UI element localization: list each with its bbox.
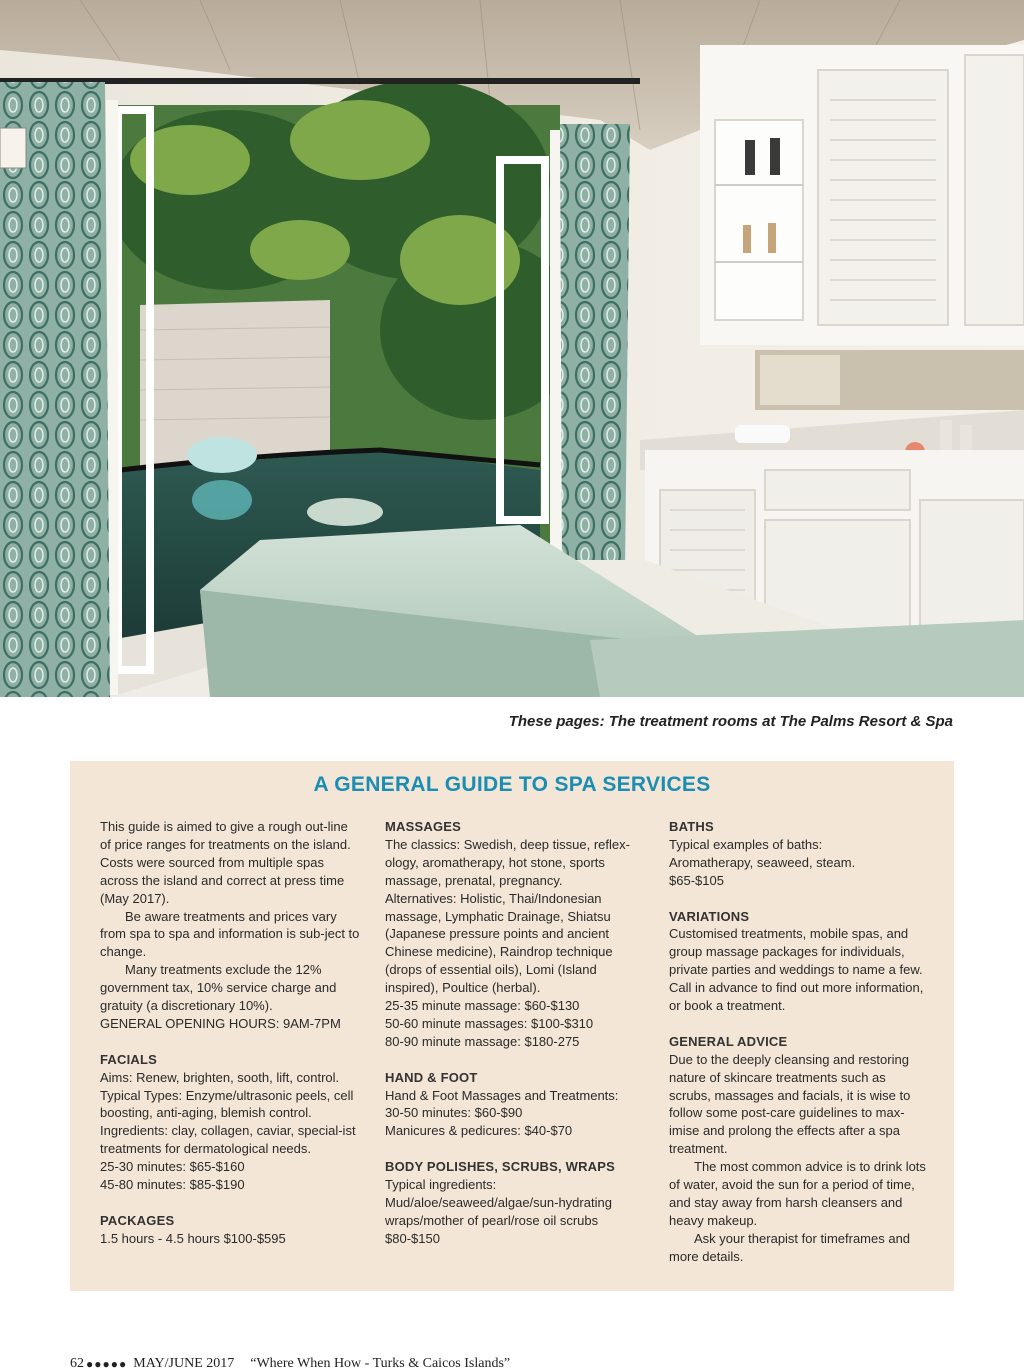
massages-line: 80-90 minute massage: $180-275 <box>385 1033 580 1049</box>
guide-column-3 <box>669 818 931 1266</box>
baths-line: Typical examples of baths: <box>669 836 823 852</box>
photo-caption: These pages: The treatment rooms at The Palms Resort & Spa <box>508 713 953 730</box>
variations-heading: VARIATIONS <box>669 908 750 924</box>
page-footer <box>70 1356 510 1370</box>
baths-heading: BATHS <box>669 819 714 834</box>
massages-line: 25-35 minute massage: $60-$130 <box>385 998 580 1014</box>
guide-column-2 <box>385 818 647 1248</box>
massages-heading: MASSAGES <box>385 819 462 834</box>
opening-hours: GENERAL OPENING HOURS: 9AM-7PM <box>100 1015 341 1031</box>
variations-line: Customised treatments, mobile spas, and group massage packages for individuals, private parties and weddings to name a few. Call in advance to find out more information, or book a treatment. <box>669 926 924 1014</box>
massages-line: The classics: Swedish, deep tissue, reflex-ology, aromatherapy, hot stone, sports massage, prenatal, pregnancy. <box>385 836 630 888</box>
body-treatments-line: Typical ingredients: Mud/aloe/seaweed/algae/sun-hydrating wraps/mother of pearl/rose oil scrubs <box>385 1177 612 1228</box>
hand-foot-line: Hand & Foot Massages and Treatments: <box>385 1087 619 1103</box>
hand-foot-line: Manicures & pedicures: $40-$70 <box>385 1123 573 1139</box>
guide-column-1 <box>100 818 362 1248</box>
facials-line: Aims: Renew, brighten, sooth, lift, control. <box>100 1069 340 1085</box>
hand-foot-line: 30-50 minutes: $60-$90 <box>385 1105 523 1121</box>
facials-line: Typical Types: Enzyme/ultrasonic peels, cell boosting, anti-aging, blemish control. <box>100 1087 354 1121</box>
body-treatments-line: $80-$150 <box>385 1230 440 1246</box>
hand-foot-heading: HAND & FOOT <box>385 1069 478 1085</box>
advice-line: Due to the deeply cleansing and restoring nature of skincare treatments such as scrubs, massages and facials, it is wise to follow some post-care guidelines to max-imise and prolong the effects after a spa treatment. <box>669 1051 911 1157</box>
baths-line: $65-$105 <box>669 872 724 888</box>
advice-line: Ask your therapist for timeframes and more details. <box>669 1230 911 1264</box>
packages-line: 1.5 hours - 4.5 hours $100-$595 <box>100 1230 286 1246</box>
baths-line: Aromatherapy, seaweed, steam. <box>669 854 856 870</box>
advice-heading: GENERAL ADVICE <box>669 1033 788 1049</box>
massages-line: Alternatives: Holistic, Thai/Indonesian massage, Lymphatic Drainage, Shiatsu (Japanese pressure points and ancient Chinese medicine), Raindrop technique (drops of essential oils), Lomi (Island inspired), Poultice (herbal). <box>385 890 613 996</box>
issue-date: MAY/JUNE 2017 <box>133 1356 235 1370</box>
facials-line: Ingredients: clay, collagen, caviar, special-ist treatments for dermatological needs. <box>100 1123 356 1157</box>
intro-paragraph: This guide is aimed to give a rough out-line of price ranges for treatments on the island. Costs were sourced from multiple spas across the island and correct at press time (May 2017). <box>100 819 351 906</box>
guide-title: A GENERAL GUIDE TO SPA SERVICES <box>313 773 711 796</box>
facials-heading: FACIALS <box>100 1051 158 1067</box>
footer-dots: ●●●●● <box>86 1356 128 1370</box>
intro-paragraph: Be aware treatments and prices vary from spa to spa and information is sub-ject to change. <box>100 908 360 960</box>
intro-paragraph: Many treatments exclude the 12% government tax, 10% service charge and gratuity (a discretionary 10%). <box>100 962 337 1014</box>
page-number: 62 <box>70 1356 84 1370</box>
massages-line: 50-60 minute massages: $100-$310 <box>385 1015 594 1031</box>
body-treatments-heading: BODY POLISHES, SCRUBS, WRAPS <box>385 1159 616 1175</box>
spa-guide-box <box>70 761 954 1291</box>
advice-line: The most common advice is to drink lots of water, avoid the sun for a period of time, and stay away from harsh cleansers and heavy makeup. <box>669 1159 926 1228</box>
facials-line: 45-80 minutes: $85-$190 <box>100 1177 245 1193</box>
publication-name: “Where When How - Turks & Caicos Islands” <box>250 1356 511 1370</box>
facials-line: 25-30 minutes: $65-$160 <box>100 1159 245 1175</box>
packages-heading: PACKAGES <box>100 1212 175 1228</box>
